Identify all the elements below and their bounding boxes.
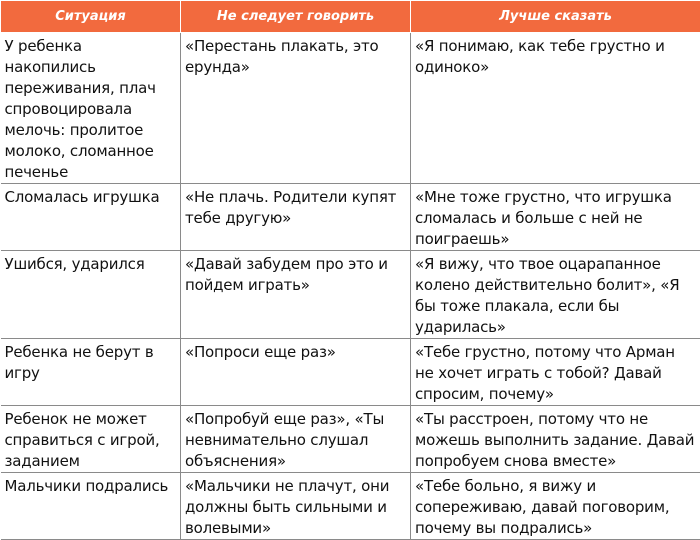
- dont-say-cell: «Давай забудем про это и пойдем играть»: [181, 251, 411, 339]
- header-row: [1, 1, 700, 33]
- situation-cell: Ребенка не берут в игру: [1, 339, 181, 406]
- header-better-say: Лучше сказать: [411, 1, 700, 33]
- better-say-cell: «Мне тоже грустно, что игрушка сломалась и больше с ней не поиграешь»: [411, 184, 700, 251]
- situation-cell: Ребенок не может справиться с игрой, заданием: [1, 406, 181, 473]
- table-header: [1, 1, 700, 33]
- situation-cell: Мальчики подрались: [1, 473, 181, 540]
- dont-say-cell: «Перестань плакать, это ерунда»: [181, 33, 411, 184]
- header-dont-say: Не следует говорить: [181, 1, 411, 33]
- situation-cell: Сломалась игрушка: [1, 184, 181, 251]
- table-row: [1, 33, 700, 184]
- header-situation: Ситуация: [1, 1, 181, 33]
- table-body: [1, 33, 700, 540]
- better-say-cell: «Тебе грустно, потому что Арман не хочет играть с тобой? Давай спросим, почему»: [411, 339, 700, 406]
- table-row: [1, 251, 700, 339]
- dont-say-cell: «Не плачь. Родители купят тебе другую»: [181, 184, 411, 251]
- dont-say-cell: «Попроси еще раз»: [181, 339, 411, 406]
- dont-say-cell: «Попробуй еще раз», «Ты невнимательно слушал объяснения»: [181, 406, 411, 473]
- table-row: [1, 339, 700, 406]
- table-row: [1, 473, 700, 540]
- better-say-cell: «Тебе больно, я вижу и сопереживаю, давай поговорим, почему вы подрались»: [411, 473, 700, 540]
- better-say-cell: «Я понимаю, как тебе грустно и одиноко»: [411, 33, 700, 184]
- table-row: [1, 406, 700, 473]
- better-say-cell: «Ты расстроен, потому что не можешь выполнить задание. Давай попробуем снова вместе»: [411, 406, 700, 473]
- better-say-cell: «Я вижу, что твое оцарапанное колено действительно болит», «Я бы тоже плакала, если бы ударилась»: [411, 251, 700, 339]
- situation-cell: У ребенка накопились переживания, плач спровоцировала мелочь: пролитое молоко, сломанное печенье: [1, 33, 181, 184]
- dont-say-cell: «Мальчики не плачут, они должны быть сильными и волевыми»: [181, 473, 411, 540]
- table-row: [1, 184, 700, 251]
- situation-cell: Ушибся, ударился: [1, 251, 181, 339]
